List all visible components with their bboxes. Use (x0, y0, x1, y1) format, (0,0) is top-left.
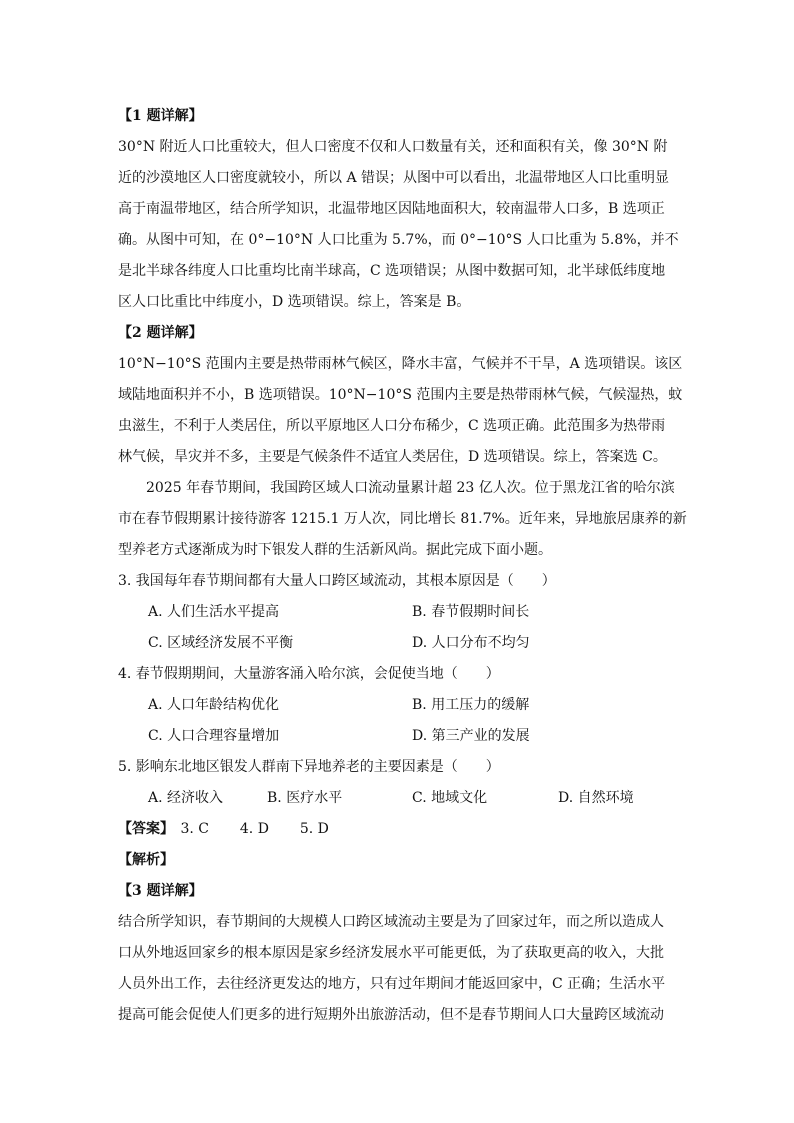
q1-text-line: 近的沙漠地区人口密度就较小，所以 A 错误；从图中可以看出，北温带地区人口比重明显 (118, 170, 670, 186)
analysis-label: 【解析】 (118, 852, 174, 868)
material-text-line: 市在春节假期累计接待游客 1215.1 万人次，同比增长 81.7%。近年来，异地旅居康养的新 (118, 511, 687, 527)
q5-option-d: D. 自然环境 (558, 790, 634, 806)
answer-row (118, 814, 678, 845)
q3-detail-text-line: 提高可能会促使人们更多的进行短期外出旅游活动，但不是春节期间人口大量跨区域流动 (118, 1007, 664, 1023)
material-text-line: 型养老方式逐渐成为时下银发人群的生活新风尚。据此完成下面小题。 (118, 542, 552, 558)
q5-stem: 5. 影响东北地区银发人群南下异地养老的主要因素是（ ） (118, 759, 500, 775)
q3-detail-text-line: 人员外出工作，去往经济更发达的地方，只有过年期间才能返回家中，C 正确；生活水平 (118, 976, 666, 992)
q3-options-row-2 (118, 628, 678, 659)
q3-option-d: D. 人口分布不均匀 (412, 635, 530, 651)
q1-text-line: 30°N 附近人口比重较大，但人口密度不仅和人口数量有关，还和面积有关，像 30°N 附 (118, 139, 668, 155)
q4-options-row-2 (118, 721, 678, 752)
q3-detail-heading: 【3 题详解】 (118, 883, 203, 899)
answer-q4: 4. D (239, 821, 269, 837)
q4-option-b: B. 用工压力的缓解 (412, 697, 530, 713)
q2-heading: 【2 题详解】 (118, 325, 203, 341)
q2-text-line: 虫滋生，不利于人类居住，所以平原地区人口分布稀少，C 选项正确。此范围多为热带雨 (118, 418, 666, 434)
q5-option-a: A. 经济收入 (148, 790, 224, 806)
q2-text-line: 域陆地面积并不小，B 选项错误。10°N−10°S 范围内主要是热带雨林气候，气候湿热，蚊 (118, 387, 683, 403)
q4-option-c: C. 人口合理容量增加 (148, 728, 280, 744)
q3-option-b: B. 春节假期时间长 (412, 604, 530, 620)
q1-text-line: 是北半球各纬度人口比重均比南半球高，C 选项错误；从图中数据可知，北半球低纬度地 (118, 263, 666, 279)
q1-text-line: 确。从图中可知，在 0°−10°N 人口比重为 5.7%，而 0°−10°S 人口比重为 5.8%，并不 (118, 232, 679, 248)
q3-option-c: C. 区域经济发展不平衡 (148, 635, 294, 651)
q2-text-line: 林气候，旱灾并不多，主要是气候条件不适宜人类居住，D 选项错误。综上，答案选 C。 (118, 449, 667, 465)
q1-text-line: 区人口比重比中纬度小，D 选项错误。综上，答案是 B。 (118, 294, 471, 310)
q3-options-row-1 (118, 597, 678, 628)
answer-q3: 3. C (180, 821, 209, 837)
q2-text-line: 10°N−10°S 范围内主要是热带雨林气候区，降水丰富，气候并不干旱，A 选项错误。该区 (118, 356, 683, 372)
q3-detail-text-line: 口从外地返回家乡的根本原因是家乡经济发展水平可能更低，为了获取更高的收入，大批 (118, 945, 664, 961)
q4-options-row-1 (118, 690, 678, 721)
q5-option-b: B. 医疗水平 (267, 790, 343, 806)
q5-options-row (118, 783, 678, 814)
q4-option-a: A. 人口年龄结构优化 (148, 697, 280, 713)
q4-option-d: D. 第三产业的发展 (412, 728, 530, 744)
q3-stem: 3. 我国每年春节期间都有大量人口跨区域流动，其根本原因是（ ） (118, 573, 556, 589)
material-text-line: 2025 年春节期间，我国跨区域人口流动量累计超 23 亿人次。位于黑龙江省的哈尔滨 (146, 480, 675, 496)
answer-label: 【答案】 (118, 821, 174, 837)
q4-stem: 4. 春节假期期间，大量游客涌入哈尔滨，会促使当地（ ） (118, 666, 500, 682)
q3-detail-text-line: 结合所学知识，春节期间的大规模人口跨区域流动主要是为了回家过年，而之所以造成人 (118, 914, 664, 930)
q1-heading: 【1 题详解】 (118, 108, 203, 124)
q3-option-a: A. 人们生活水平提高 (148, 604, 280, 620)
answer-q5: 5. D (299, 821, 329, 837)
q5-option-c: C. 地域文化 (412, 790, 488, 806)
q1-text-line: 高于南温带地区，结合所学知识，北温带地区因陆地面积大，较南温带人口多，B 选项正 (118, 201, 665, 217)
document-page (118, 101, 687, 1031)
